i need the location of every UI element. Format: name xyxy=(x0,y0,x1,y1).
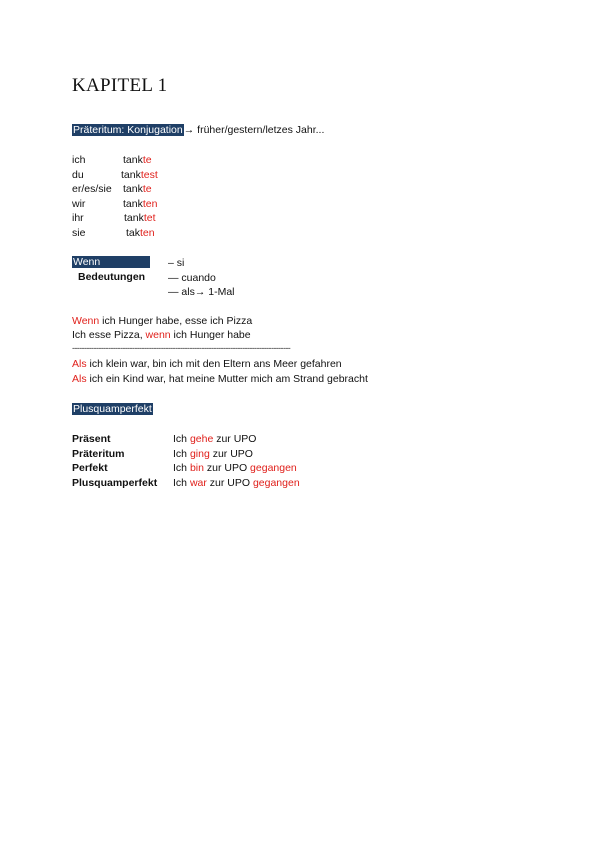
verb-stem: tank xyxy=(123,154,143,166)
meaning-cuando: — cuando xyxy=(168,271,216,284)
verb-stem: tak xyxy=(126,226,141,239)
wenn-meanings xyxy=(168,256,235,300)
verb-stem: tank xyxy=(121,168,141,181)
page-title: KAPITEL 1 xyxy=(72,75,168,96)
tense-name: Plusquamperfekt xyxy=(72,476,158,489)
example-text: ich klein war, bin ich mit den Eltern ans Meer gefahren xyxy=(86,358,342,370)
tense-name: Präteritum xyxy=(72,447,125,460)
example-red-word: Als xyxy=(72,358,87,370)
tense-text: Ich xyxy=(173,433,190,445)
verb-ending: te xyxy=(142,183,152,196)
pronoun: du xyxy=(72,168,84,181)
conjugation-row xyxy=(72,168,158,183)
verb-stem: tank xyxy=(123,197,143,210)
divider-line: ------------------------------------------------------------------------------------------- xyxy=(72,343,291,353)
conjugation-row xyxy=(72,153,158,168)
example-red-word: wenn xyxy=(145,329,171,341)
tense-text: Ich xyxy=(173,447,190,460)
example-text: ich Hunger habe, esse ich Pizza xyxy=(99,315,253,327)
tense-participle: gegangen xyxy=(252,476,300,489)
conjugation-table xyxy=(72,153,158,241)
pronoun: ihr xyxy=(72,212,84,225)
verb-ending: te xyxy=(142,154,152,166)
plusquamperfekt-heading-line xyxy=(72,403,153,415)
tense-verb: war xyxy=(189,476,207,489)
example-text: ich ein Kind war, hat meine Mutter mich am Strand gebracht xyxy=(86,373,368,385)
tense-text: Ich xyxy=(173,462,190,475)
meaning-si: – si xyxy=(168,257,185,269)
example-line-2 xyxy=(72,329,251,341)
praeteritum-note: → früher/gestern/letzes Jahr... xyxy=(183,124,325,136)
tense-text: Ich xyxy=(173,476,190,489)
pronoun: ich xyxy=(72,154,86,166)
example-red-word: Wenn xyxy=(72,315,100,327)
example-text: ich Hunger habe xyxy=(170,329,251,341)
plusquamperfekt-heading: Plusquamperfekt xyxy=(73,403,152,415)
tense-row xyxy=(72,432,300,447)
pronoun: sie xyxy=(72,226,86,239)
tense-table xyxy=(72,432,300,490)
tense-row xyxy=(72,447,300,462)
verb-ending: ten xyxy=(140,226,155,239)
als-line-1 xyxy=(72,358,342,370)
tense-verb: bin xyxy=(189,462,204,475)
example-line-1 xyxy=(72,315,252,327)
conjugation-row xyxy=(72,182,158,197)
tense-participle: gegangen xyxy=(250,462,297,475)
tense-row xyxy=(72,476,300,491)
pronoun: er/es/sie xyxy=(72,183,112,196)
tense-verb: ging xyxy=(189,447,210,460)
tense-row xyxy=(72,461,300,476)
verb-stem: tank xyxy=(123,183,143,196)
bedeutungen-label: Bedeutungen xyxy=(78,271,146,283)
wenn-heading-line xyxy=(72,256,150,268)
meaning-als: — als→ 1-Mal xyxy=(168,286,235,299)
als-line-2 xyxy=(72,373,368,385)
tense-name: Perfekt xyxy=(72,462,108,475)
conjugation-row xyxy=(72,197,158,212)
tense-text: zur UPO xyxy=(213,433,257,445)
verb-ending: test xyxy=(140,168,158,181)
praeteritum-heading: Präteritum: Konjugation xyxy=(73,124,183,136)
pronoun: wir xyxy=(72,197,86,210)
example-red-word: Als xyxy=(72,373,87,385)
conjugation-row xyxy=(72,226,158,241)
tense-name: Präsent xyxy=(72,433,111,445)
wenn-heading: Wenn xyxy=(72,256,150,268)
tense-text: zur UPO xyxy=(203,462,251,475)
tense-text: zur UPO xyxy=(206,476,253,489)
example-text: Ich esse Pizza, xyxy=(72,329,146,341)
tense-verb: gehe xyxy=(189,433,214,445)
conjugation-row xyxy=(72,211,158,226)
verb-ending: ten xyxy=(142,197,158,210)
praeteritum-heading-line xyxy=(72,124,324,136)
verb-ending: tet xyxy=(143,212,156,225)
tense-text: zur UPO xyxy=(209,447,253,460)
verb-stem: tank xyxy=(124,212,144,225)
